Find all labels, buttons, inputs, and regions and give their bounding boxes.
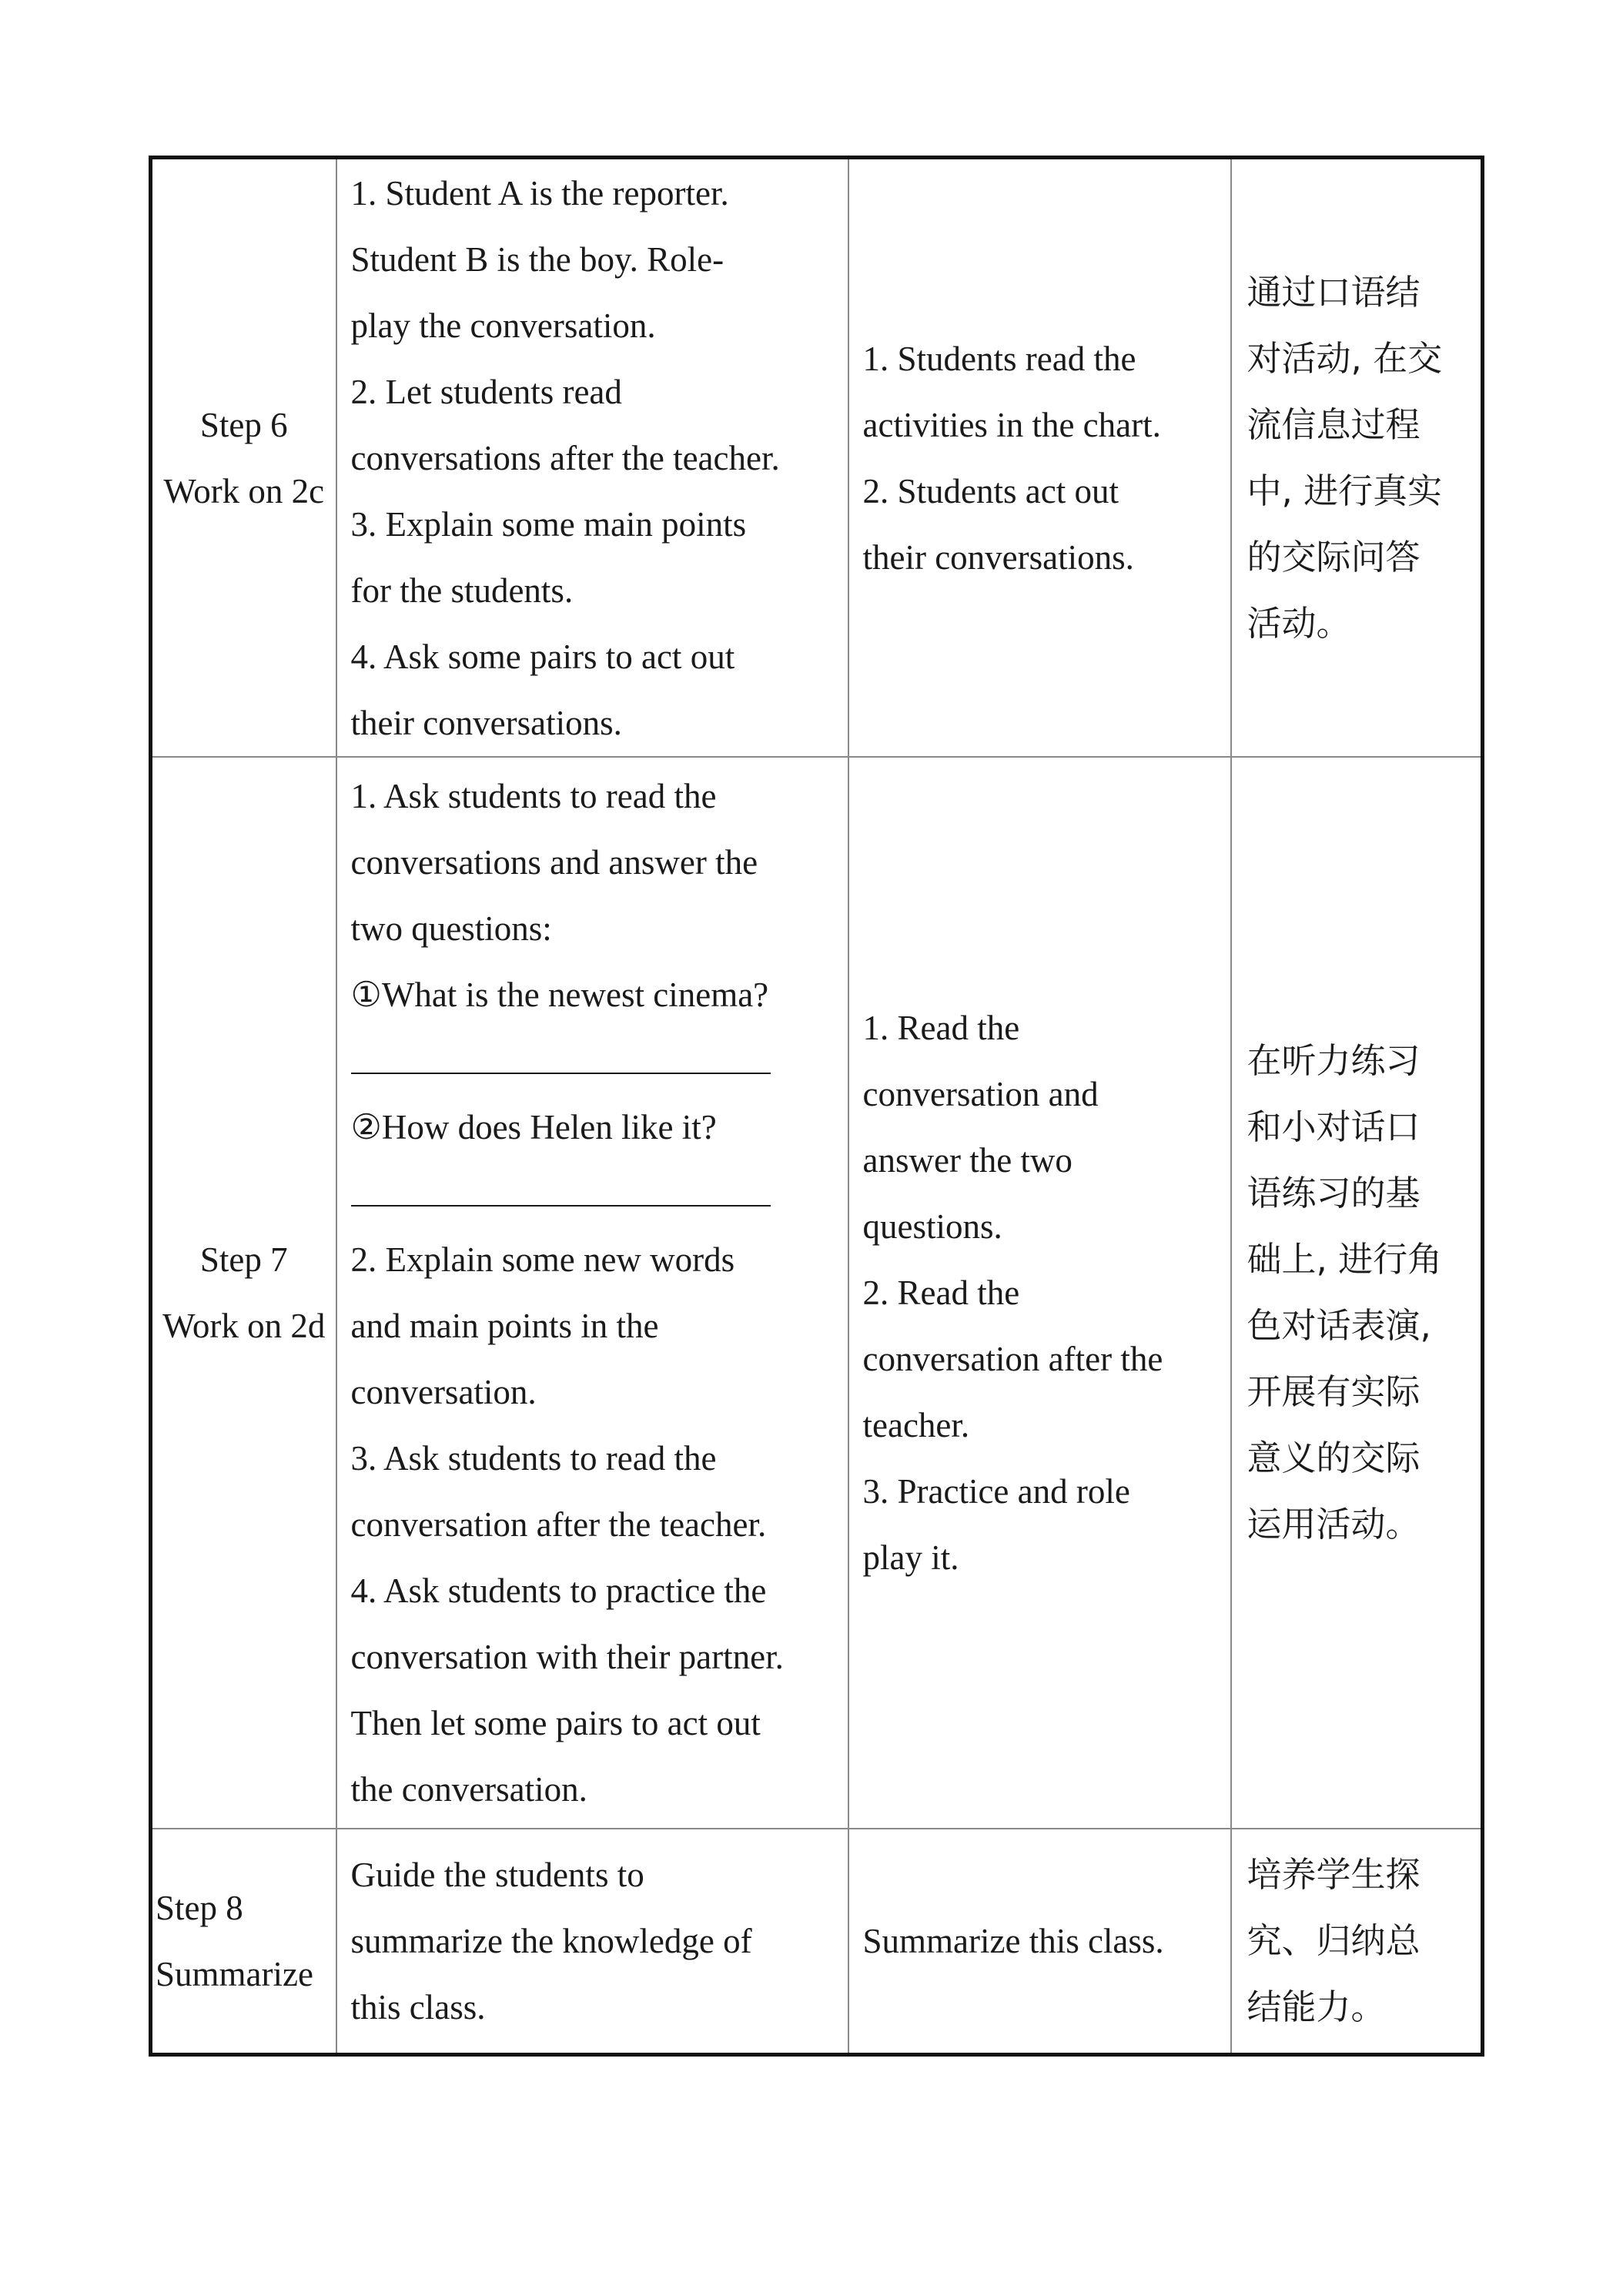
question-line: ②How does Helen like it?: [350, 1108, 717, 1146]
student-activity-cell: [848, 1829, 1231, 2055]
teacher-line: 2. Let students read: [350, 372, 622, 411]
purpose-line: 意义的交际: [1247, 1438, 1421, 1478]
student-activity-cell: [848, 158, 1231, 758]
student-line: Summarize this class.: [862, 1922, 1164, 1960]
purpose-line: 语练习的基: [1247, 1173, 1421, 1213]
teacher-line: conversation after the teacher.: [350, 1505, 767, 1544]
purpose-line: 活动。: [1247, 602, 1351, 644]
purpose-cell: [1231, 158, 1483, 758]
purpose-line: 培养学生探: [1247, 1854, 1421, 1895]
step-activity: Work on 2d: [162, 1307, 326, 1345]
teacher-line: the conversation.: [350, 1770, 587, 1809]
teacher-line: conversation with their partner.: [350, 1638, 784, 1676]
purpose-line: 色对话表演,: [1247, 1305, 1431, 1346]
teacher-line: two questions:: [350, 909, 552, 948]
student-line: conversation and: [862, 1075, 1099, 1113]
purpose-line: 流信息过程: [1247, 403, 1421, 445]
student-line: answer the two: [862, 1141, 1073, 1180]
teacher-line: conversations and answer the: [350, 843, 758, 882]
student-line: conversation after the: [862, 1340, 1163, 1378]
step-label: Step 8: [156, 1889, 243, 1927]
answer-blank: [351, 1160, 842, 1227]
step-cell: [151, 757, 336, 1829]
teacher-line: 1. Ask students to read the: [350, 777, 717, 815]
teacher-line: play the conversation.: [350, 306, 656, 345]
teacher-line: for the students.: [350, 571, 574, 610]
purpose-line: 结能力。: [1247, 1986, 1386, 2027]
student-line: 1. Read the: [862, 1009, 1020, 1047]
student-line: teacher.: [862, 1406, 970, 1444]
table-row-step-6: [151, 158, 1483, 758]
teacher-activity-cell: [336, 158, 848, 758]
teacher-line: Then let some pairs to act out: [350, 1704, 761, 1742]
teacher-line: Guide the students to: [350, 1856, 644, 1894]
teacher-line: 1. Student A is the reporter.: [350, 173, 729, 213]
student-line: activities in the chart.: [862, 405, 1161, 444]
purpose-line: 运用活动。: [1247, 1504, 1421, 1545]
purpose-line: 和小对话口: [1247, 1106, 1421, 1147]
teacher-line: Student B is the boy. Role-: [350, 239, 724, 279]
teacher-line: 2. Explain some new words: [350, 1240, 735, 1279]
step-activity: Work on 2c: [163, 471, 325, 510]
teacher-line: and main points in the: [350, 1307, 659, 1345]
step-activity: Summarize: [156, 1955, 313, 1993]
teacher-line: conversation.: [350, 1373, 537, 1411]
purpose-line: 的交际问答: [1247, 536, 1421, 577]
teacher-activity-cell: [336, 1829, 848, 2055]
student-line: play it.: [862, 1538, 959, 1577]
student-line: questions.: [862, 1207, 1002, 1246]
answer-blank: [351, 1028, 842, 1094]
purpose-line: 通过口语结: [1247, 271, 1421, 313]
teacher-line: 4. Ask students to practice the: [350, 1571, 767, 1610]
student-line: their conversations.: [862, 537, 1134, 577]
student-line: 3. Practice and role: [862, 1472, 1130, 1511]
student-line: 1. Students read the: [862, 339, 1136, 378]
table-row-step-8: [151, 1829, 1483, 2055]
teacher-line: conversations after the teacher.: [350, 438, 780, 477]
student-line: 2. Read the: [862, 1274, 1020, 1312]
purpose-line: 对活动, 在交: [1247, 337, 1443, 379]
purpose-cell: [1231, 757, 1483, 1829]
question-line: ①What is the newest cinema?: [350, 976, 769, 1014]
teacher-line: 3. Explain some main points: [350, 504, 747, 544]
teacher-activity-cell: [336, 757, 848, 1829]
teacher-line: their conversations.: [350, 703, 622, 742]
step-cell: [151, 158, 336, 758]
purpose-cell: [1231, 1829, 1483, 2055]
step-cell: [151, 1829, 336, 2055]
purpose-line: 中, 进行真实: [1247, 470, 1443, 511]
student-activity-cell: [848, 757, 1231, 1829]
lesson-plan-table: [149, 156, 1484, 2057]
teacher-line: 3. Ask students to read the: [350, 1439, 717, 1478]
teacher-line: this class.: [350, 1988, 486, 2027]
step-label: Step 6: [199, 405, 288, 444]
student-line: 2. Students act out: [862, 471, 1119, 510]
table-row-step-7: [151, 757, 1483, 1829]
purpose-line: 在听力练习: [1247, 1040, 1421, 1081]
purpose-line: 究、归纳总: [1247, 1920, 1421, 1961]
teacher-line: 4. Ask some pairs to act out: [350, 637, 735, 676]
purpose-line: 础上, 进行角: [1247, 1239, 1443, 1280]
step-label: Step 7: [199, 1240, 288, 1279]
purpose-line: 开展有实际: [1247, 1371, 1421, 1412]
teacher-line: summarize the knowledge of: [350, 1922, 752, 1960]
